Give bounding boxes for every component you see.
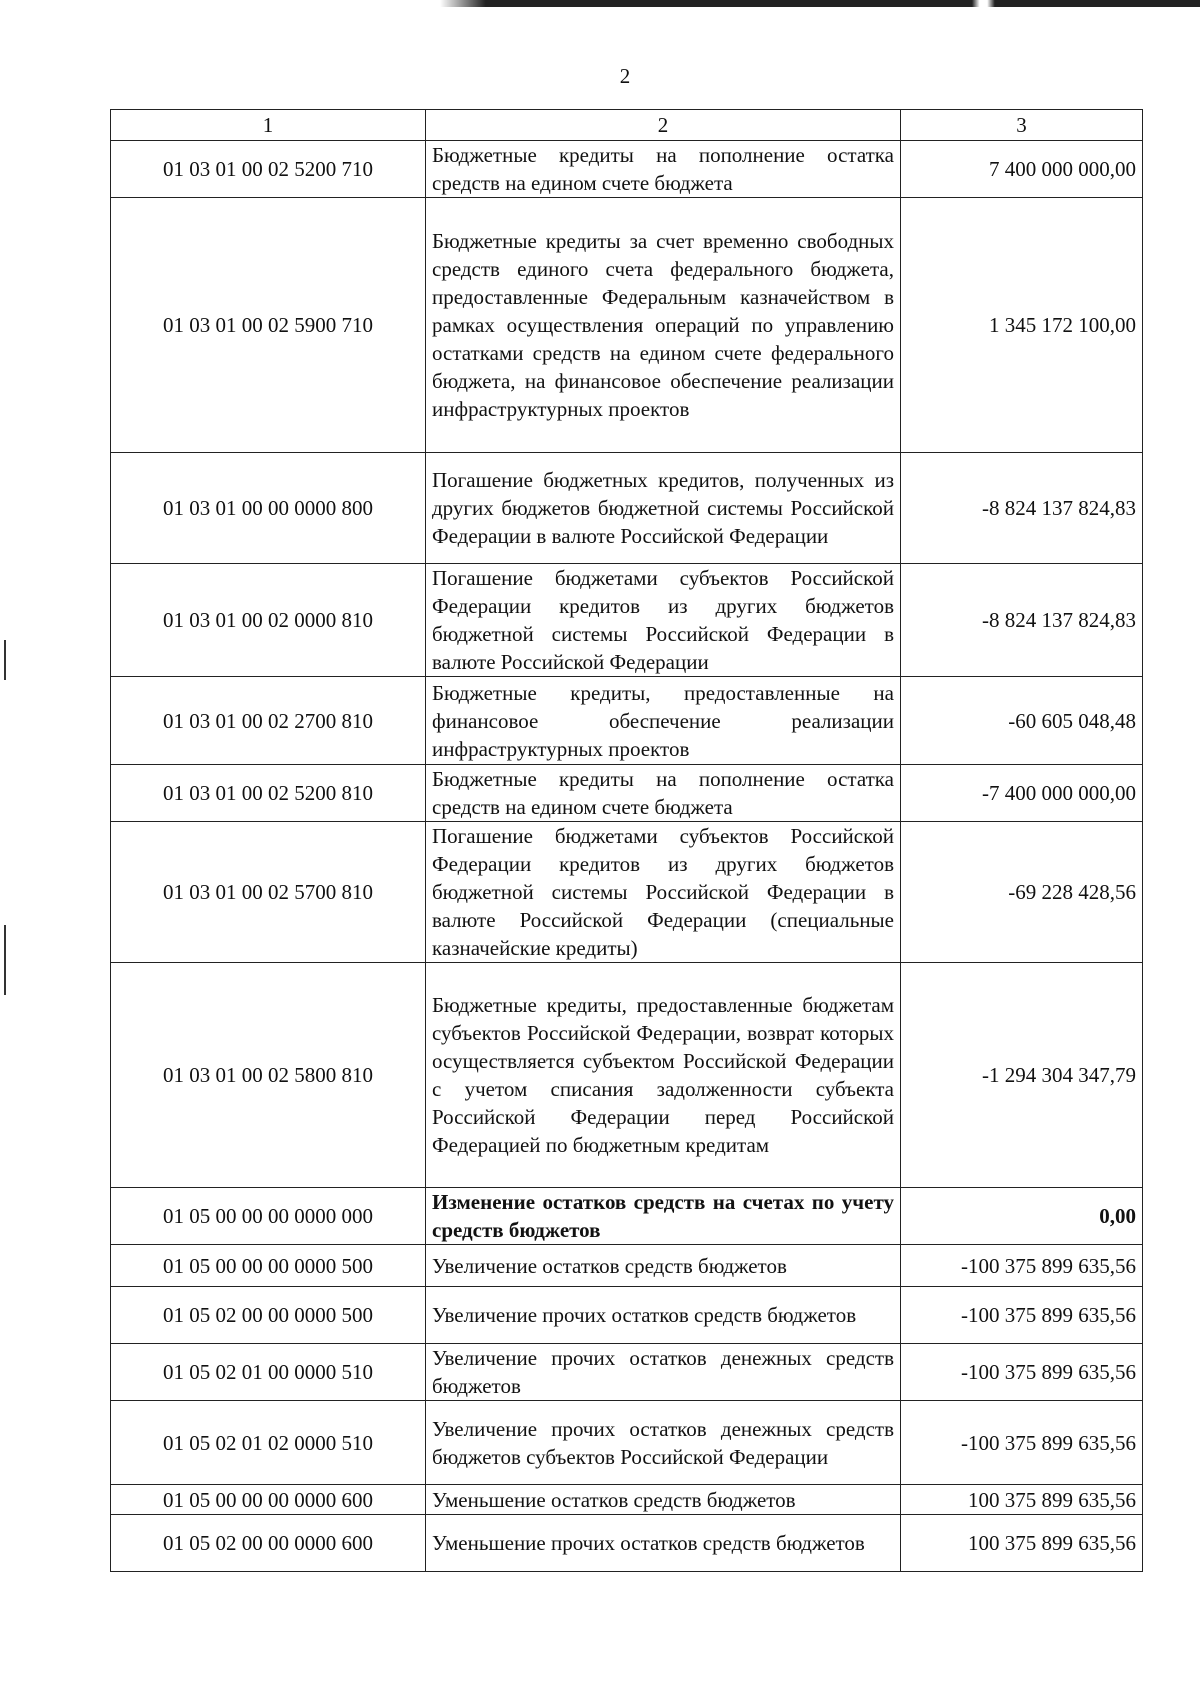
row-description: Погашение бюджетами субъектов Российской Федерации кредитов из других бюджетов бюджетной системы Российской Федерации в валюте Российской Федерации (специальные казначейские кредиты) (426, 822, 901, 963)
budget-code: 01 03 01 00 02 0000 810 (111, 564, 426, 677)
row-amount: -100 375 899 635,56 (901, 1287, 1143, 1344)
row-description: Бюджетные кредиты, предоставленные на финансовое обеспечение реализации инфраструктурных проектов (426, 677, 901, 765)
column-header-2: 2 (426, 110, 901, 141)
table-row (111, 453, 1143, 564)
budget-code: 01 05 00 00 00 0000 500 (111, 1245, 426, 1287)
table-row (111, 822, 1143, 963)
budget-code: 01 03 01 00 02 5900 710 (111, 198, 426, 453)
budget-code: 01 05 02 00 00 0000 500 (111, 1287, 426, 1344)
table-row (111, 765, 1143, 822)
budget-code: 01 03 01 00 02 2700 810 (111, 677, 426, 765)
row-amount: -1 294 304 347,79 (901, 963, 1143, 1188)
row-description: Увеличение прочих остатков денежных средств бюджетов субъектов Российской Федерации (426, 1401, 901, 1485)
table-row (111, 1188, 1143, 1245)
scan-margin-mark (4, 925, 6, 995)
row-amount: -60 605 048,48 (901, 677, 1143, 765)
row-description: Бюджетные кредиты на пополнение остатка средств на едином счете бюджета (426, 141, 901, 198)
table-header-row (111, 110, 1143, 141)
budget-code: 01 03 01 00 02 5800 810 (111, 963, 426, 1188)
row-amount: -100 375 899 635,56 (901, 1245, 1143, 1287)
row-description: Бюджетные кредиты, предоставленные бюджетам субъектов Российской Федерации, возврат которых осуществляется субъектом Российской Федерации с учетом списания задолженности субъекта Российской Федерации перед Российской Федерацией по бюджетным кредитам (426, 963, 901, 1188)
budget-code: 01 05 02 00 00 0000 600 (111, 1515, 426, 1572)
column-header-1: 1 (111, 110, 426, 141)
budget-sources-table (110, 109, 1143, 1572)
table-row (111, 141, 1143, 198)
table-row (111, 198, 1143, 453)
row-description: Увеличение остатков средств бюджетов (426, 1245, 901, 1287)
row-amount: 1 345 172 100,00 (901, 198, 1143, 453)
row-amount: -100 375 899 635,56 (901, 1401, 1143, 1485)
row-amount: 7 400 000 000,00 (901, 141, 1143, 198)
budget-code: 01 03 01 00 02 5200 710 (111, 141, 426, 198)
budget-code: 01 03 01 00 00 0000 800 (111, 453, 426, 564)
page-number: 2 (619, 64, 631, 88)
table-row (111, 1245, 1143, 1287)
budget-code: 01 03 01 00 02 5700 810 (111, 822, 426, 963)
budget-code: 01 05 00 00 00 0000 000 (111, 1188, 426, 1245)
budget-code: 01 05 02 01 02 0000 510 (111, 1401, 426, 1485)
row-amount: -7 400 000 000,00 (901, 765, 1143, 822)
table-row (111, 1344, 1143, 1401)
row-amount: -8 824 137 824,83 (901, 453, 1143, 564)
row-description: Уменьшение остатков средств бюджетов (426, 1485, 901, 1515)
row-description: Увеличение прочих остатков денежных средств бюджетов (426, 1344, 901, 1401)
scan-top-rule (440, 0, 1200, 7)
row-amount: -69 228 428,56 (901, 822, 1143, 963)
row-amount: -8 824 137 824,83 (901, 564, 1143, 677)
budget-code: 01 05 00 00 00 0000 600 (111, 1485, 426, 1515)
row-description: Увеличение прочих остатков средств бюджетов (426, 1287, 901, 1344)
table-row (111, 963, 1143, 1188)
row-description: Погашение бюджетами субъектов Российской Федерации кредитов из других бюджетов бюджетной системы Российской Федерации в валюте Российской Федерации (426, 564, 901, 677)
row-amount: 100 375 899 635,56 (901, 1485, 1143, 1515)
row-description: Изменение остатков средств на счетах по учету средств бюджетов (426, 1188, 901, 1245)
row-description: Погашение бюджетных кредитов, полученных из других бюджетов бюджетной системы Российской Федерации в валюте Российской Федерации (426, 453, 901, 564)
budget-code: 01 03 01 00 02 5200 810 (111, 765, 426, 822)
column-header-3: 3 (901, 110, 1143, 141)
table-row (111, 1485, 1143, 1515)
row-amount: -100 375 899 635,56 (901, 1344, 1143, 1401)
budget-code: 01 05 02 01 00 0000 510 (111, 1344, 426, 1401)
table-row (111, 1287, 1143, 1344)
row-amount: 0,00 (901, 1188, 1143, 1245)
table-row (111, 677, 1143, 765)
row-amount: 100 375 899 635,56 (901, 1515, 1143, 1572)
row-description: Уменьшение прочих остатков средств бюджетов (426, 1515, 901, 1572)
table-row (111, 1401, 1143, 1485)
table-row (111, 564, 1143, 677)
table-row (111, 1515, 1143, 1572)
row-description: Бюджетные кредиты за счет временно свободных средств единого счета федерального бюджета, предоставленные Федеральным казначейством в рамках осуществления операций по управлению остатками средств на едином счете федерального бюджета, на финансовое обеспечение реализации инфраструктурных проектов (426, 198, 901, 453)
scan-margin-mark (4, 640, 6, 680)
row-description: Бюджетные кредиты на пополнение остатка средств на едином счете бюджета (426, 765, 901, 822)
